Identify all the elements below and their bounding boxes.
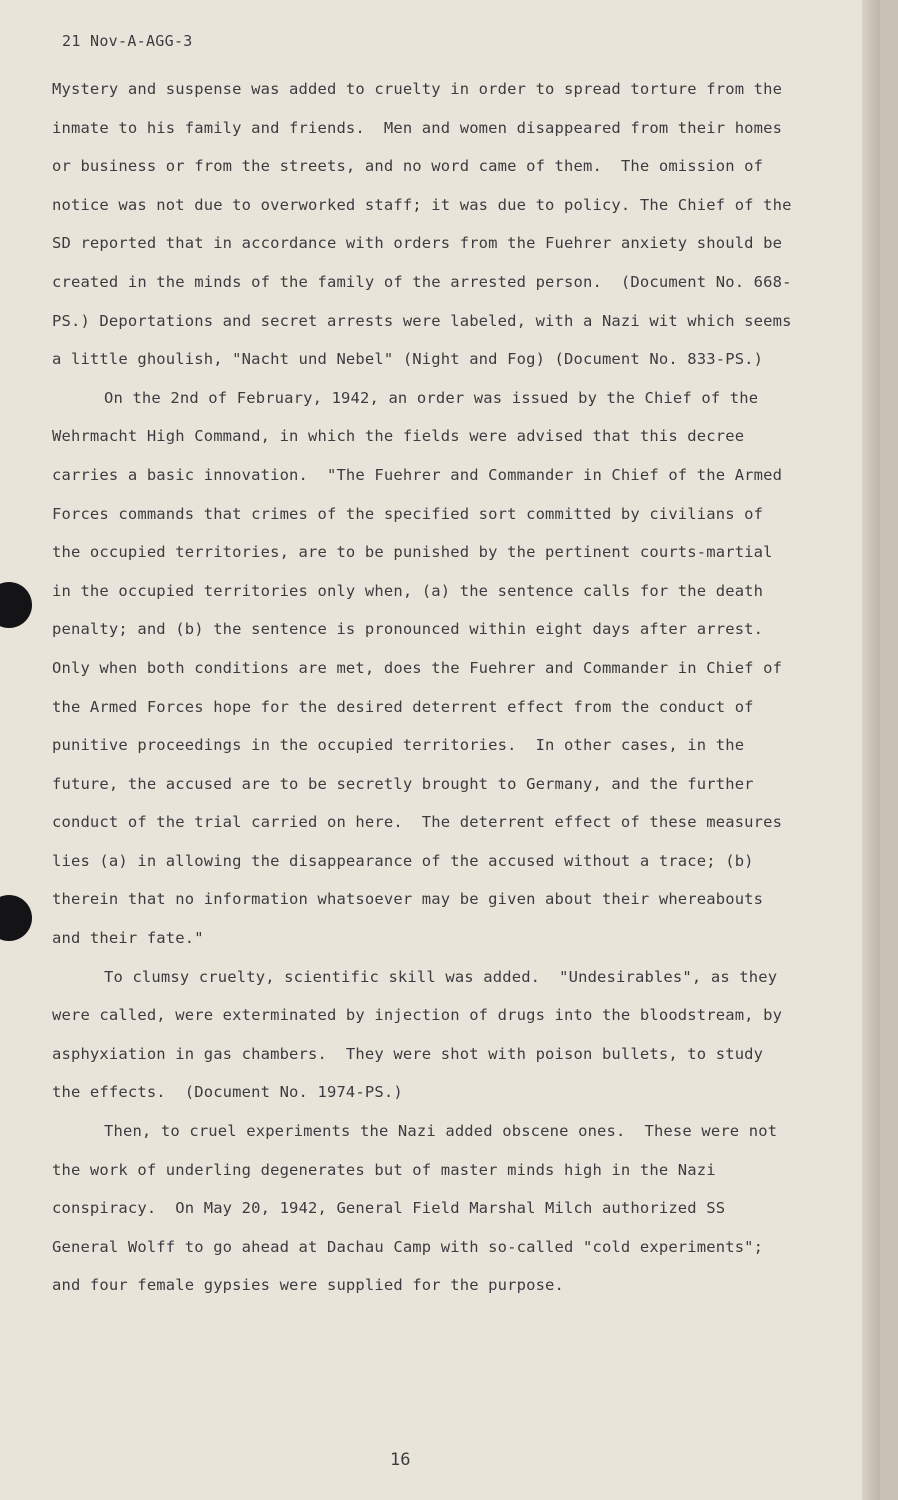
page-edge-shadow	[862, 0, 880, 1500]
paragraph-2: On the 2nd of February, 1942, an order was issued by the Chief of the Wehrmacht High Command, in which the fields were advised that this decree carries a basic innovation. "The Fuehrer and Commander in Chief of the Armed Forces commands that crimes of the specified sort committed by civilians of the occupied territories, are to be punished by the pertinent courts-martial in the occupied territories only when, (a) the sentence calls for the death penalty; and (b) the sentence is pronounced within eight days after arrest. Only when both conditions are met, does the Fuehrer and Commander in Chief of the Armed Forces hope for the desired deterrent effect from the conduct of punitive proceedings in the occupied territories. In other cases, in the future, the accused are to be secretly brought to Germany, and the further conduct of the trial carried on here. The deterrent effect of these measures lies (a) in allowing the disappearance of the accused without a trace; (b) therein that no information whatsoever may be given about their whereabouts and their fate."	[52, 388, 792, 948]
paragraph-4: Then, to cruel experiments the Nazi added obscene ones. These were not the work of underling degenerates but of master minds high in the Nazi conspiracy. On May 20, 1942, General Field Marshal Milch authorized SS General Wolff to go ahead at Dachau Camp with so-called "cold experiments"; and four female gypsies were supplied for the purpose.	[52, 1122, 787, 1295]
punch-hole-lower	[0, 895, 32, 941]
body-text	[52, 70, 802, 1305]
page-number: 16	[390, 1450, 411, 1470]
paragraph-3: To clumsy cruelty, scientific skill was added. "Undesirables", as they were called, were exterminated by injection of drugs into the bloodstream, by asphyxiation in gas chambers. They were shot with poison bullets, to study the effects. (Document No. 1974-PS.)	[52, 967, 792, 1102]
punch-hole-upper	[0, 582, 32, 628]
paragraph-1: Mystery and suspense was added to cruelty in order to spread torture from the inmate to his family and friends. Men and women disappeared from their homes or business or from the streets, and no word came of them. The omission of notice was not due to overworked staff; it was due to policy. The Chief of the SD reported that in accordance with orders from the Fuehrer anxiety should be created in the minds of the family of the arrested person. (Document No. 668-PS.) Deportations and secret arrests were labeled, with a Nazi wit which seems a little ghoulish, "Nacht und Nebel" (Night and Fog) (Document No. 833-PS.)	[52, 80, 802, 369]
document-code: 21 Nov-A-AGG-3	[62, 32, 193, 50]
